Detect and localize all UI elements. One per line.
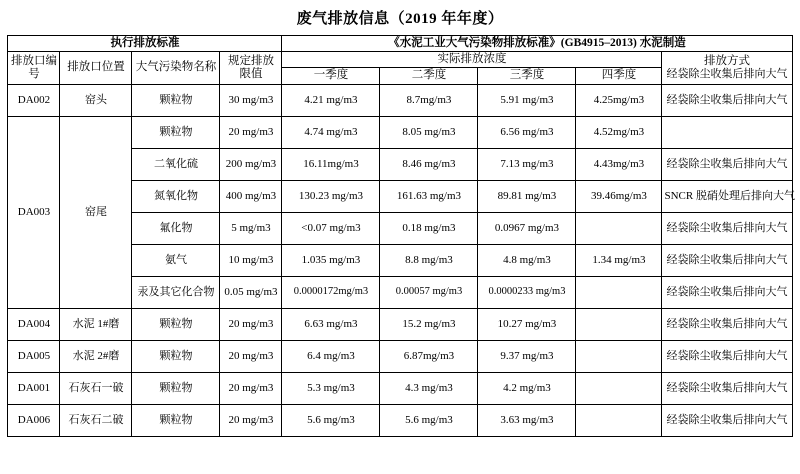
cell-limit: 20 mg/m3 [220, 308, 282, 340]
header-q4: 四季度 [576, 68, 662, 84]
cell-pollutant: 颗粒物 [132, 84, 220, 116]
table-row [8, 340, 792, 372]
cell-method: 经袋除尘收集后排向大气 [662, 404, 792, 436]
cell-outlet-position: 窑尾 [60, 116, 132, 308]
cell-limit: 0.05 mg/m3 [220, 276, 282, 308]
cell-method: 经袋除尘收集后排向大气 [662, 308, 792, 340]
cell-q4 [576, 372, 662, 404]
page-title: 废气排放信息（2019 年年度） [296, 11, 504, 27]
cell-outlet-code: DA001 [8, 372, 60, 404]
cell-q1: 6.4 mg/m3 [282, 340, 380, 372]
cell-pollutant: 颗粒物 [132, 404, 220, 436]
cell-q4 [576, 212, 662, 244]
cell-outlet-position: 窑头 [60, 84, 132, 116]
cell-pollutant: 颗粒物 [132, 372, 220, 404]
table-row [8, 372, 792, 404]
cell-q2: 8.05 mg/m3 [380, 116, 478, 148]
cell-q1: 5.6 mg/m3 [282, 404, 380, 436]
cell-q3: 3.63 mg/m3 [478, 404, 576, 436]
cell-q2: 4.3 mg/m3 [380, 372, 478, 404]
cell-q2: 0.00057 mg/m3 [380, 276, 478, 308]
cell-pollutant: 颗粒物 [132, 340, 220, 372]
cell-q3: 10.27 mg/m3 [478, 308, 576, 340]
cell-q1: 1.035 mg/m3 [282, 244, 380, 276]
table-row [8, 404, 792, 436]
cell-q3: 4.2 mg/m3 [478, 372, 576, 404]
cell-q1: 0.0000172mg/m3 [282, 276, 380, 308]
cell-q1: 4.74 mg/m3 [282, 116, 380, 148]
emissions-table [7, 35, 795, 437]
table-header [8, 36, 792, 85]
cell-q2: 15.2 mg/m3 [380, 308, 478, 340]
cell-q4 [576, 308, 662, 340]
header-outlet-code: 排放口编号 [8, 52, 60, 84]
header-standard-name: 《水泥工业大气污染物排放标准》(GB4915–2013) 水泥制造 [282, 36, 792, 52]
cell-q2: 8.8 mg/m3 [380, 244, 478, 276]
table-row [8, 84, 792, 116]
header-q2: 二季度 [380, 68, 478, 84]
cell-method: SNCR 脱硝处理后排向大气 [662, 180, 792, 212]
header-limit: 规定排放限值 [220, 52, 282, 84]
cell-q4 [576, 276, 662, 308]
cell-q4: 4.43mg/m3 [576, 148, 662, 180]
cell-limit: 20 mg/m3 [220, 116, 282, 148]
cell-q4: 4.52mg/m3 [576, 116, 662, 148]
cell-q1: 130.23 mg/m3 [282, 180, 380, 212]
cell-limit: 10 mg/m3 [220, 244, 282, 276]
cell-pollutant: 二氧化硫 [132, 148, 220, 180]
cell-limit: 20 mg/m3 [220, 340, 282, 372]
cell-q3: 0.0000233 mg/m3 [478, 276, 576, 308]
cell-method: 经袋除尘收集后排向大气 [662, 148, 792, 180]
cell-q2: 8.46 mg/m3 [380, 148, 478, 180]
header-actual-concentration: 实际排放浓度 [282, 52, 662, 68]
cell-q2: 161.63 mg/m3 [380, 180, 478, 212]
cell-q4: 39.46mg/m3 [576, 180, 662, 212]
cell-q3: 89.81 mg/m3 [478, 180, 576, 212]
cell-limit: 200 mg/m3 [220, 148, 282, 180]
cell-q1: 5.3 mg/m3 [282, 372, 380, 404]
table-row [8, 308, 792, 340]
cell-limit: 30 mg/m3 [220, 84, 282, 116]
header-row-2 [8, 52, 792, 68]
cell-q1: <0.07 mg/m3 [282, 212, 380, 244]
cell-q2: 6.87mg/m3 [380, 340, 478, 372]
cell-outlet-position: 水泥 1#磨 [60, 308, 132, 340]
cell-pollutant: 氮氧化物 [132, 180, 220, 212]
cell-q1: 4.21 mg/m3 [282, 84, 380, 116]
table-body [8, 84, 795, 436]
cell-q2: 0.18 mg/m3 [380, 212, 478, 244]
cell-method: 经袋除尘收集后排向大气 [662, 84, 792, 116]
cell-q3: 6.56 mg/m3 [478, 116, 576, 148]
header-pollutant-name: 大气污染物名称 [132, 52, 220, 84]
cell-method [662, 116, 792, 148]
cell-outlet-code: DA005 [8, 340, 60, 372]
cell-limit: 5 mg/m3 [220, 212, 282, 244]
cell-q1: 16.11mg/m3 [282, 148, 380, 180]
cell-method: 经袋除尘收集后排向大气 [662, 340, 792, 372]
cell-pollutant: 氨气 [132, 244, 220, 276]
cell-outlet-position: 水泥 2#磨 [60, 340, 132, 372]
header-method-value: 经袋除尘收集后排向大气 [666, 68, 788, 81]
cell-q3: 4.8 mg/m3 [478, 244, 576, 276]
header-method [662, 52, 792, 84]
cell-q3: 9.37 mg/m3 [478, 340, 576, 372]
cell-outlet-position: 石灰石一破 [60, 372, 132, 404]
cell-method: 经袋除尘收集后排向大气 [662, 372, 792, 404]
header-exec-standard: 执行排放标准 [8, 36, 282, 52]
cell-outlet-code: DA003 [8, 116, 60, 308]
header-method-label: 排放方式 [704, 55, 750, 67]
cell-q4: 1.34 mg/m3 [576, 244, 662, 276]
cell-q1: 6.63 mg/m3 [282, 308, 380, 340]
cell-q4: 4.25mg/m3 [576, 84, 662, 116]
cell-limit: 20 mg/m3 [220, 372, 282, 404]
cell-q4 [576, 404, 662, 436]
cell-outlet-code: DA006 [8, 404, 60, 436]
cell-outlet-code: DA002 [8, 84, 60, 116]
cell-outlet-position: 石灰石二破 [60, 404, 132, 436]
cell-method: 经袋除尘收集后排向大气 [662, 212, 792, 244]
cell-method: 经袋除尘收集后排向大气 [662, 244, 792, 276]
cell-q2: 8.7mg/m3 [380, 84, 478, 116]
cell-q3: 7.13 mg/m3 [478, 148, 576, 180]
cell-pollutant: 氟化物 [132, 212, 220, 244]
cell-limit: 400 mg/m3 [220, 180, 282, 212]
table-row [8, 116, 792, 148]
document-page [0, 7, 800, 474]
cell-q2: 5.6 mg/m3 [380, 404, 478, 436]
cell-pollutant: 汞及其它化合物 [132, 276, 220, 308]
header-q3: 三季度 [478, 68, 576, 84]
cell-limit: 20 mg/m3 [220, 404, 282, 436]
cell-pollutant: 颗粒物 [132, 308, 220, 340]
cell-q4 [576, 340, 662, 372]
cell-pollutant: 颗粒物 [132, 116, 220, 148]
header-outlet-position: 排放口位置 [60, 52, 132, 84]
header-q1: 一季度 [282, 68, 380, 84]
cell-q3: 5.91 mg/m3 [478, 84, 576, 116]
cell-outlet-code: DA004 [8, 308, 60, 340]
header-row-1 [8, 36, 792, 52]
cell-q3: 0.0967 mg/m3 [478, 212, 576, 244]
cell-method: 经袋除尘收集后排向大气 [662, 276, 792, 308]
